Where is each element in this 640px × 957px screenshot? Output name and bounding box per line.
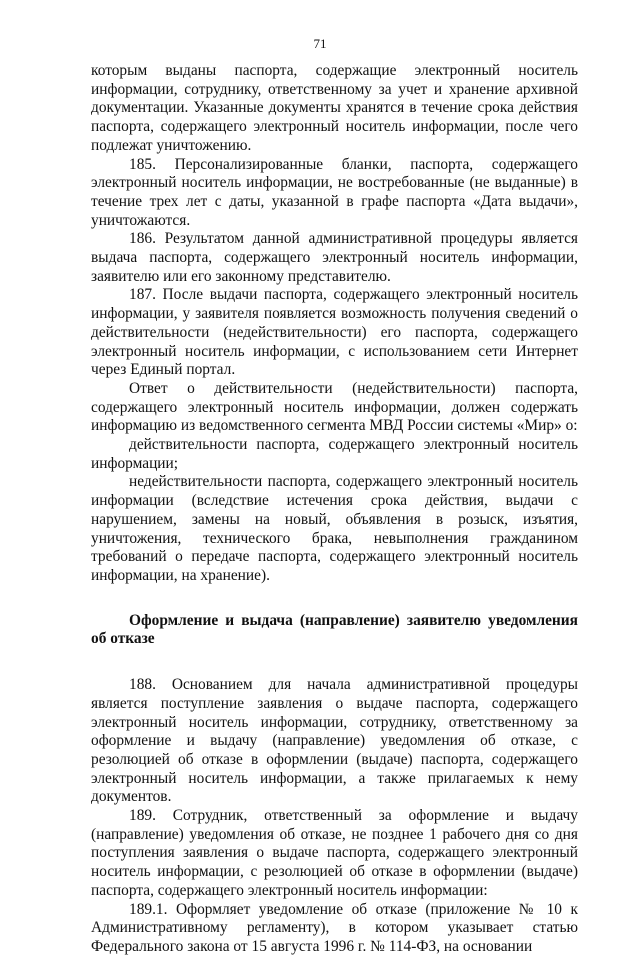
paragraph-187: 187. После выдачи паспорта, содержащего электронный носитель информации, у заявителя появляется возможность получения сведений о действительности (недействительности) его паспорта, содержащего электронный носитель информации, с использованием сети Интернет через Единый портал. (91, 286, 578, 379)
section-heading: Оформление и выдача (направление) заявителю уведомления об отказе (91, 611, 578, 648)
paragraph-189-1: 189.1. Оформляет уведомление об отказе (приложение № 10 к Административному регламенту), в котором указывает статью Федерального закона от 15 августа 1996 г. № 114-ФЗ, на основании (91, 900, 578, 955)
paragraph-189: 189. Сотрудник, ответственный за оформление и выдачу (направление) уведомления об отказе, не позднее 1 рабочего дня со дня поступления заявления о выдаче паспорта, содержащего электронный носитель информации, с резолюцией об отказе в оформлении (выдаче) паспорта, содержащего электронный носитель информации: (91, 807, 578, 899)
paragraph-185: 185. Персонализированные бланки, паспорта, содержащего электронный носитель информации, не востребованные (не выданные) в течение трех лет с даты, указанной в графе паспорта «Дата выдачи», уничтожаются. (91, 155, 578, 229)
page-number: 71 (313, 36, 327, 51)
paragraph-187-valid: действительности паспорта, содержащего электронный носитель информации; (91, 436, 578, 472)
paragraph-187-invalid: недействительности паспорта, содержащего электронный носитель информации (вследствие истечения срока действия, выдачи с нарушением, замены на новый, объявления в розыск, изъятия, уничтожения, технического брака, невыполнения гражданином требований о передаче паспорта, содержащего электронный носитель информации, на хранение). (91, 473, 578, 584)
paragraph-continuation: которым выданы паспорта, содержащие электронный носитель информации, сотруднику, ответственному за учет и хранение архивной документации. Указанные документы хранятся в течение срока действия паспорта, содержащего электронный носитель информации, после чего подлежат уничтожению. (91, 62, 578, 154)
paragraph-188: 188. Основанием для начала административной процедуры является поступление заявления о выдаче паспорта, содержащего электронный носитель информации, сотруднику, ответственному за оформление и выдачу (направление) уведомления об отказе, с резолюцией об отказе в оформлении (выдаче) паспорта, содержащего электронный носитель информации, а также прилагаемых к нему документов. (91, 676, 578, 806)
document-body (91, 62, 578, 957)
paragraph-187-answer: Ответ о действительности (недействительности) паспорта, содержащего электронный носитель информации, должен содержать информацию из ведомственного сегмента МВД России системы «Мир» о: (91, 379, 578, 435)
paragraph-186: 186. Результатом данной административной процедуры является выдача паспорта, содержащего электронный носитель информации, заявителю или его законному представителю. (91, 230, 578, 285)
